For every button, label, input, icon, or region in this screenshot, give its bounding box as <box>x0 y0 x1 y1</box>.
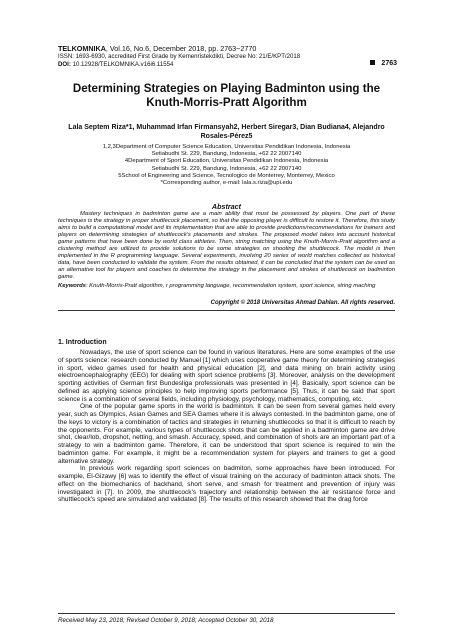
copyright-notice: Copyright © 2018 Universitas Ahmad Dahlan. All rights reserved. <box>210 300 395 306</box>
affiliation-line: 1,2,3Department of Computer Science Education, Universitas Pendidikan Indonesia, Indonesia <box>102 144 351 150</box>
doi-line <box>58 61 398 69</box>
journal-name: TELKOMNIKA <box>58 44 106 53</box>
page-number-text: 2763 <box>381 60 397 67</box>
affiliation-line: Setiabudhi St. 229, Bandung, Indonesia, +62 22 2007140 <box>151 165 302 172</box>
keywords-label: Keywords <box>58 283 86 289</box>
divider <box>58 310 395 311</box>
paragraph: In previous work regarding sport sciences on badmiton, some approaches have been introduced. For example, El-Gizawy [6] was to identify the effect of visual training on the accuracy of badminton attack shots. The effect on the biomechanics of backhand, short serve, and smash for treatment and prevention of injury was investigated in [7]. In 2009, the shuttlecock's trajectory and relationship between the air resistance force and shuttlecock's speed are simulated and validated [8]. The results of this research showed that the drag force <box>58 465 395 504</box>
page-number <box>370 60 397 67</box>
divider <box>58 613 395 614</box>
journal-citation <box>58 44 398 53</box>
journal-info: , Vol.16, No.6, December 2018, pp. 2763~2770 <box>105 44 257 53</box>
keywords <box>58 283 395 290</box>
square-bullet-icon <box>370 60 375 65</box>
affiliation-line: Setiabudhi St. 229, Bandung, Indonesia, +62 22 2007140 <box>151 151 302 158</box>
author-list: Lala Septem Riza*1, Muhammad Irfan Firmansyah2, Herbert Siregar3, Dian Budiana4, Alejandro Rosales-Pérez5 <box>68 124 385 140</box>
doi-value: 10.12928/TELKOMNIKA.v16i6.11554 <box>70 60 174 68</box>
affiliation-line: *Corresponding author, e-mail: lala.s.riza@upi.edu <box>160 180 293 187</box>
section-body <box>58 349 395 504</box>
section-heading: 1. Introduction <box>58 339 107 346</box>
paper-title: Determining Strategies on Playing Badminton using the Knuth-Morris-Pratt Algorithm <box>72 82 381 109</box>
affiliation-line: 4Department of Sport Education, Universitas Pendidikan Indonesia, Indonesia <box>124 158 329 165</box>
paragraph: One of the popular game sports in the world is badminton. It can be seen from several games held every year, such as Olympics, Asian Games and SEA Games where it is always contested. In the badminton game, one of the keys to victory is a combination of tactics and strategies in returning shuttlecocks so that it is difficult to reach by the opponents. For example, various types of shuttlecock shots that can be applied in a badminton game are drive shot, clear/lob, dropshot, netting, and smash. Accuracy, speed, and combination of shots are an important part of a strategy to win a badminton game. Therefore, it can be understood that sport science is required to win the badminton game. For example, it might be a recommendation system for players and trainers to get a good alternative strategy. <box>58 403 395 465</box>
affiliations <box>58 144 395 187</box>
paragraph: Nowadays, the use of sport science can be found in various literatures. Here are some examples of the use of sports science: research conducted by Manuel [1] which uses cooperative game theory for determining strategies in sport, video games used for health and physical education [2], and data mining on brain activity using electroencephalography (EEG) for dealing with sport science problems [3]. Moreover, analysis on the development sporting activities of German first Bundesliga professionals was presented in [4]. Basically, sport science can be defined as applying science principles to help improving sports performance [5]. Thus, it can be said that sport science is a combination of several fields, including physiology, psychology, mathematics, computing, etc. <box>58 349 395 403</box>
abstract-heading: Abstract <box>211 202 242 211</box>
affiliation-line: 5School of Engineering and Science, Tecnologico de Monterrey, Monterrey, Mexico <box>118 172 335 179</box>
issn-line: ISSN: 1693-6930, accredited First Grade by Kemenristekdikti, Decree No: 21/E/KPT/2018 <box>58 53 301 60</box>
journal-header <box>58 44 398 68</box>
doi-label: DOI: <box>58 60 71 68</box>
keywords-text: : Knuth-Morris-Pratt algorithm, r programming language, recommendation system, sport science, string maching <box>85 283 376 289</box>
abstract-text: Mastery techniques in badminton game are a main ability that must be possessed by players. One part of these techniques is the strategy in proper shuttlecock placement, so that the opposing player is difficult to restore it. Therefore, this study aims to build a computational model and its implementation that are able to provide predictions/recommendations for trainers and players on determining strategies of shuttlecock's placements and strokes. The proposed model takes into account historical game patterns that have been done by world class athletes. Then, string matching using the Knuth-Morris-Pratt algorithm and a clustering method are utilized to provide solutions to be some strategies on shooting the shuttlecock. The model is then implemented in the R programming language. Several experiments, involving 20 series of world matches collected as historical data, have been conducted to validate the system. From the results obtained, it can be concluded that the system can be used as an alternative tool for players and coaches to determine the strategy in the placement and strokes of shuttlecock on badminton game. <box>58 211 395 280</box>
received-dates: Received May 23, 2018; Revised October 9, 2018; Accepted October 30, 2018 <box>58 617 274 624</box>
